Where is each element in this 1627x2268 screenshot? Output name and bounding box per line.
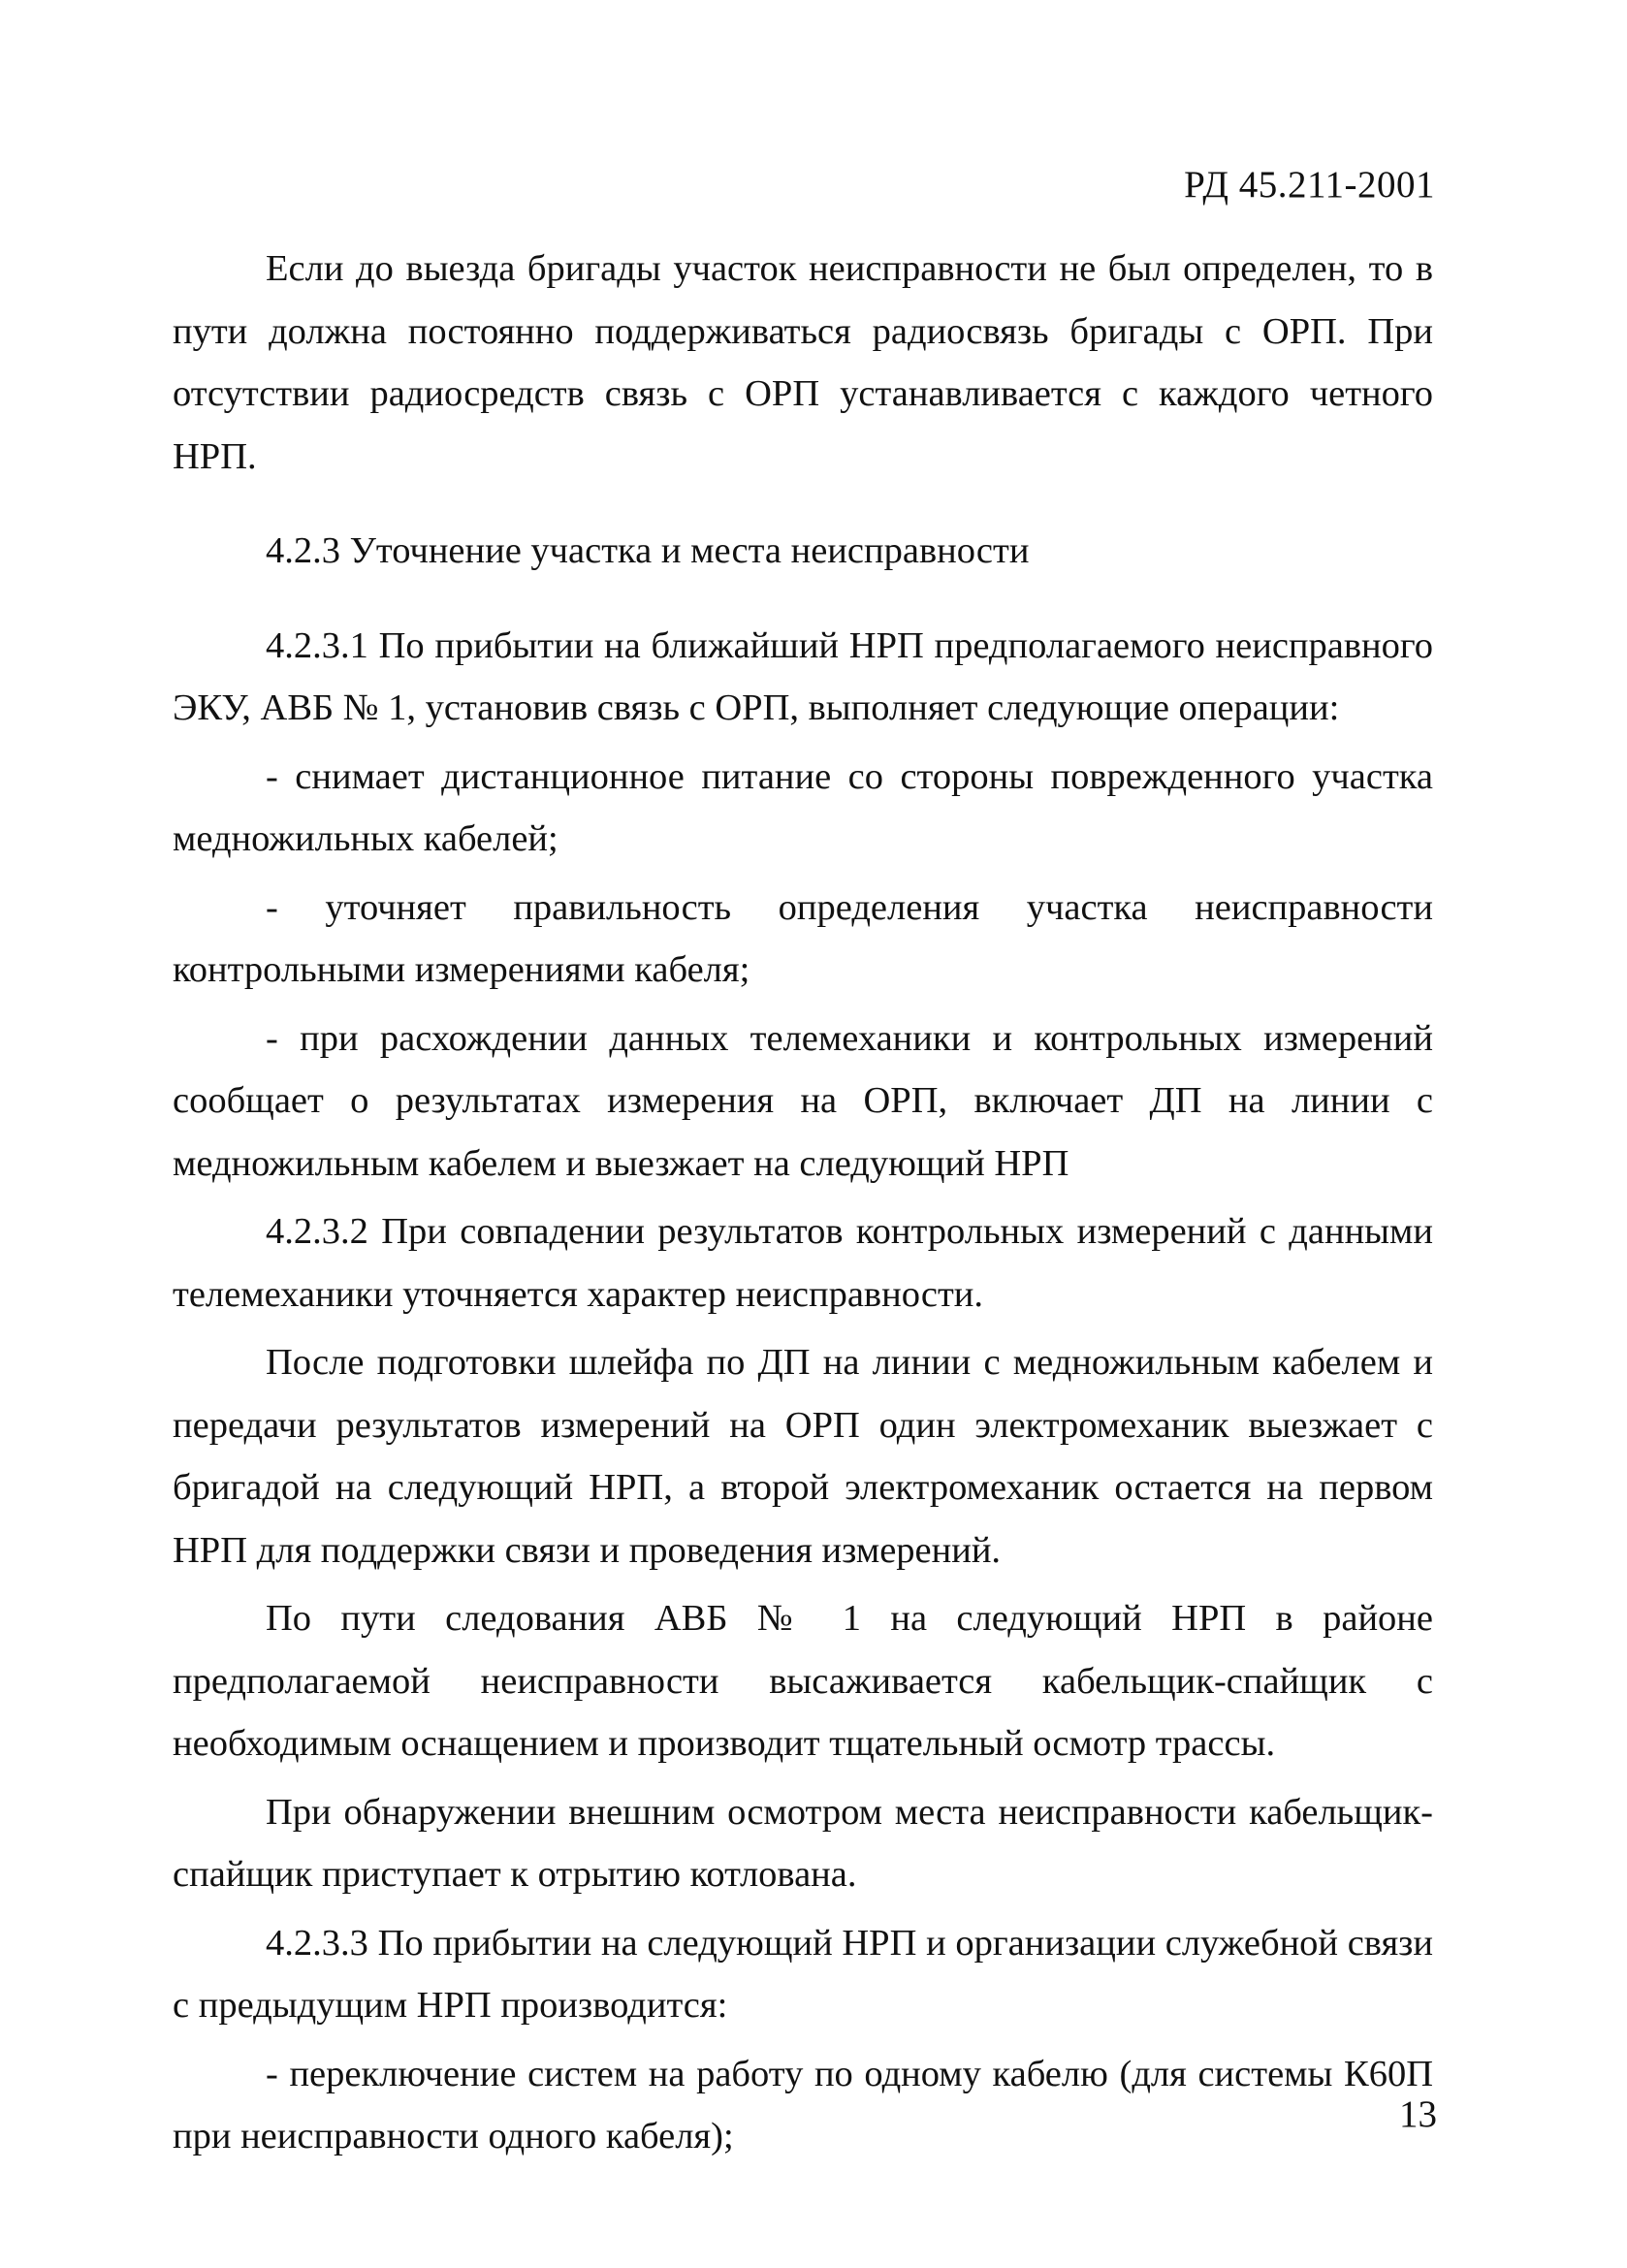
paragraph-loop-preparation: После подготовки шлейфа по ДП на линии с медножильным кабелем и передачи результатов измерений на ОРП один электромеханик выезжает с бригадой на следующий НРП, а второй электромеханик остается на первом НРП для поддержки связи и проведения измерений. (173, 1342, 1433, 1571)
paragraph-brigade-radio: Если до выезда бригады участок неисправности не был определен, то в пути должна постоянно поддерживаться радиосвязь бригады с ОРП. При отсутствии радиосредств связь с ОРП устанавливается с каждого четного НРП. (173, 248, 1433, 477)
page-number: 13 (1399, 2093, 1437, 2135)
body-text (173, 238, 1433, 2168)
paragraph-4-2-3-3: 4.2.3.3 По прибытии на следующий НРП и организации служебной связи с предыдущим НРП производится: (173, 1922, 1433, 2026)
section-heading-4-2-3: 4.2.3 Уточнение участка и места неисправности (266, 530, 1030, 571)
list-item-switch-systems: - переключение систем на работу по одному кабелю (для системы К60П при неисправности одного кабеля); (173, 2053, 1433, 2156)
paragraph-route-inspection: По пути следования АВБ № 1 на следующий НРП в районе предполагаемой неисправности высаживается кабельщик-спайщик с необходимым оснащением и производит тщательный осмотр трассы. (173, 1598, 1433, 1764)
paragraph-4-2-3-1: 4.2.3.1 По прибытии на ближайший НРП предполагаемого неисправного ЭКУ, АВБ № 1, установив связь с ОРП, выполняет следующие операции: (173, 624, 1433, 728)
paragraph-pit-digging: При обнаружении внешним осмотром места неисправности кабельщик-спайщик приступает к отрытию котлована. (173, 1791, 1433, 1895)
list-item-verify-section: - уточняет правильность определения участка неисправности контрольными измерениями кабеля; (173, 886, 1433, 990)
paragraph-4-2-3-2: 4.2.3.2 При совпадении результатов контрольных измерений с данными телемеханики уточняется характер неисправности. (173, 1211, 1433, 1315)
list-item-remove-power: - снимает дистанционное питание со стороны поврежденного участка медножильных кабелей; (173, 755, 1433, 859)
list-item-discrepancy: - при расхождении данных телемеханики и контрольных измерений сообщает о результатах измерения на ОРП, включает ДП на линии с медножильным кабелем и выезжает на следующий НРП (173, 1017, 1433, 1184)
document-code: РД 45.211-2001 (1184, 164, 1435, 206)
